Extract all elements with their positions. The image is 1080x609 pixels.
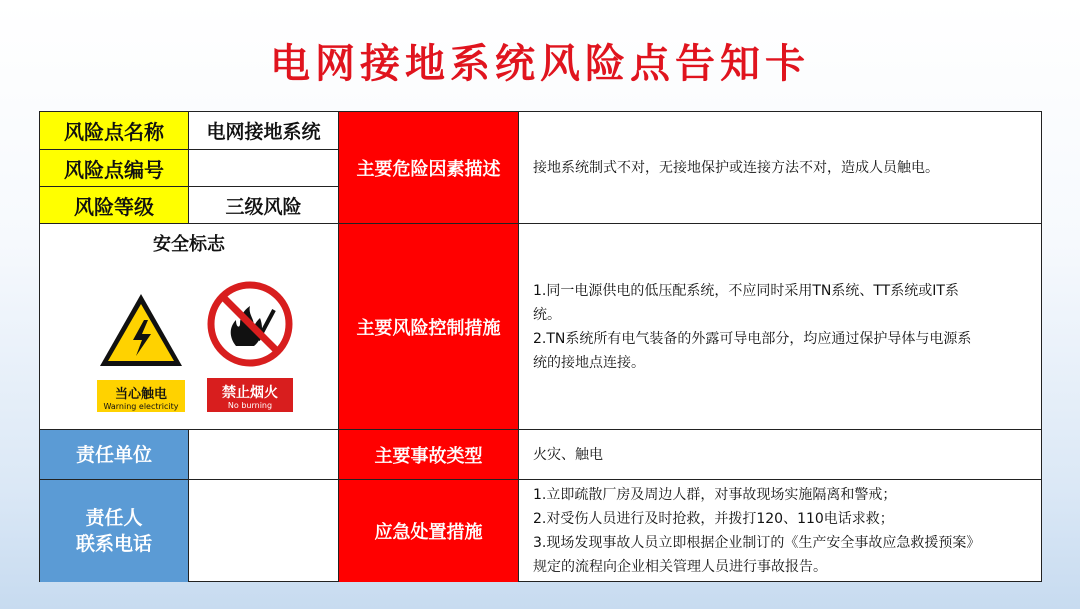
control-measure-line: 2.TN系统所有电气装备的外露可导电部分，均应通过保护导体与电源系: [533, 330, 972, 347]
high-voltage-warning-icon: [100, 294, 182, 366]
control-measure-line: 统。: [533, 306, 561, 323]
responsible-unit-label: 责任单位: [40, 430, 189, 480]
risk-level-label: 风险等级: [40, 187, 189, 224]
emergency-text: [519, 480, 1042, 582]
safety-signs-panel: [40, 224, 339, 430]
warning-electricity-sign: [96, 288, 186, 414]
risk-level-value: 三级风险: [189, 187, 339, 224]
control-measures-label: 主要风险控制措施: [339, 224, 519, 430]
emergency-line: 3.现场发现事故人员立即根据企业制订的《生产安全事故应急救援预案》: [533, 535, 981, 551]
hazard-desc-label: 主要危险因素描述: [339, 112, 519, 224]
emergency-label: 应急处置措施: [339, 480, 519, 582]
risk-name-value: 电网接地系统: [189, 112, 339, 150]
no-fire-icon: [211, 285, 289, 363]
warning-label-cn: 当心触电: [114, 387, 168, 402]
contact-label: [40, 480, 189, 582]
warning-label-en: Warning electricity: [103, 402, 179, 411]
contact-label-line2: 联系电话: [75, 533, 152, 555]
risk-code-value: [189, 150, 339, 187]
contact-value: [189, 480, 339, 582]
risk-name-label: 风险点名称: [40, 112, 189, 150]
accident-type-label: 主要事故类型: [339, 430, 519, 480]
no-burning-sign: [206, 280, 294, 414]
fire-label-en: No burning: [227, 401, 273, 410]
risk-notice-card: [39, 111, 1042, 582]
emergency-line: 规定的流程向企业相关管理人员进行事故报告。: [533, 559, 827, 575]
accident-type-text: 火灾、触电: [519, 430, 1042, 480]
risk-code-label: 风险点编号: [40, 150, 189, 187]
fire-label-cn: 禁止烟火: [222, 385, 278, 401]
control-measure-line: 统的接地点连接。: [533, 354, 645, 371]
page-title: 电网接地系统风险点告知卡: [270, 41, 810, 87]
hazard-desc-text: 接地系统制式不对，无接地保护或连接方法不对，造成人员触电。: [519, 112, 1042, 224]
safety-signs-title: 安全标志: [153, 234, 225, 255]
emergency-line: 2.对受伤人员进行及时抢救，并拨打120、110电话求救；: [533, 511, 894, 527]
control-measures-text: [519, 224, 1042, 430]
responsible-unit-value: [189, 430, 339, 480]
emergency-line: 1.立即疏散厂房及周边人群，对事故现场实施隔离和警戒；: [533, 487, 897, 503]
control-measure-line: 1.同一电源供电的低压配系统，不应同时采用TN系统、TT系统或IT系: [533, 282, 959, 299]
contact-label-line1: 责任人: [85, 507, 143, 529]
